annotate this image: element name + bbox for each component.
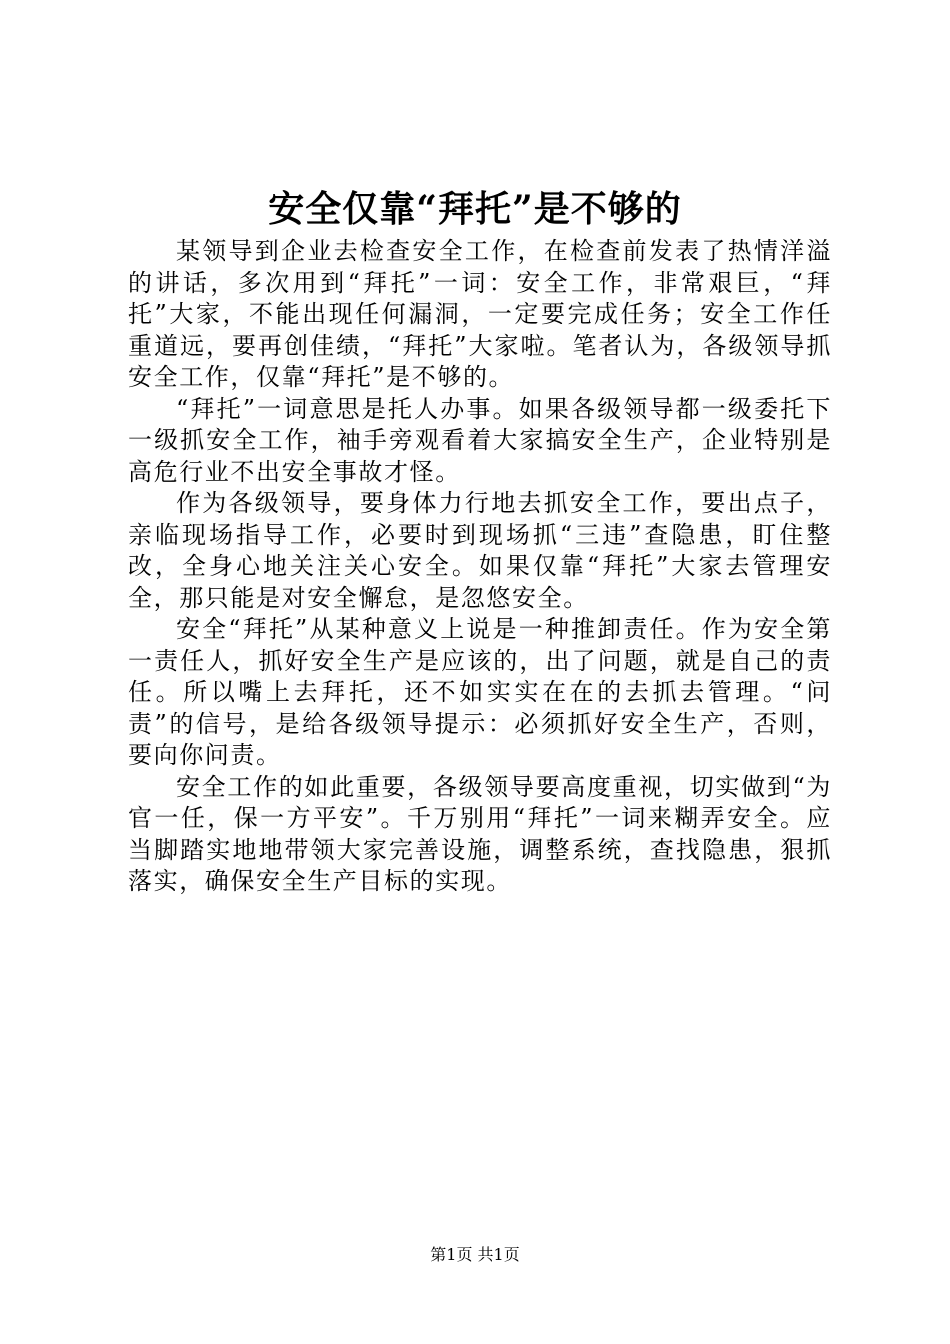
document-title: 安全仅靠“拜托”是不够的 bbox=[268, 188, 682, 230]
page-number: 第1页 bbox=[430, 1245, 473, 1264]
paragraph-5: 安全工作的如此重要，各级领导要高度重视，切实做到“为官一任，保一方平安”。千万别用“拜托”一词来糊弄安全。应当脚踏实地地带领大家完善设施，调整系统，查找隐患，狠抓落实，确保安全生产目标的实现。 bbox=[128, 772, 832, 895]
paragraph-4: 安全“拜托”从某种意义上说是一种推卸责任。作为安全第一责任人，抓好安全生产是应该的，出了问题，就是自己的责任。所以嘴上去拜托，还不如实实在在的去抓去管理。“问责”的信号，是给各级领导提示：必须抓好安全生产，否则，要向你问责。 bbox=[128, 615, 832, 769]
page-total: 共1页 bbox=[477, 1245, 520, 1264]
paragraph-2: “拜托”一词意思是托人办事。如果各级领导都一级委托下一级抓安全工作，袖手旁观看着大家搞安全生产，企业特别是高危行业不出安全事故才怪。 bbox=[128, 394, 832, 486]
paragraph-1: 某领导到企业去检查安全工作，在检查前发表了热情洋溢的讲话，多次用到“拜托”一词：安全工作，非常艰巨，“拜托”大家，不能出现任何漏洞，一定要完成任务；安全工作任重道远，要再创佳绩，“拜托”大家啦。笔者认为，各级领导抓安全工作，仅靠“拜托”是不够的。 bbox=[128, 237, 832, 391]
document-body bbox=[128, 236, 832, 898]
paragraph-3: 作为各级领导，要身体力行地去抓安全工作，要出点子，亲临现场指导工作，必要时到现场抓“三违”查隐患，盯住整改，全身心地关注关心安全。如果仅靠“拜托”大家去管理安全，那只能是对安全懈怠，是忽悠安全。 bbox=[128, 489, 832, 612]
page-footer bbox=[0, 1244, 950, 1266]
